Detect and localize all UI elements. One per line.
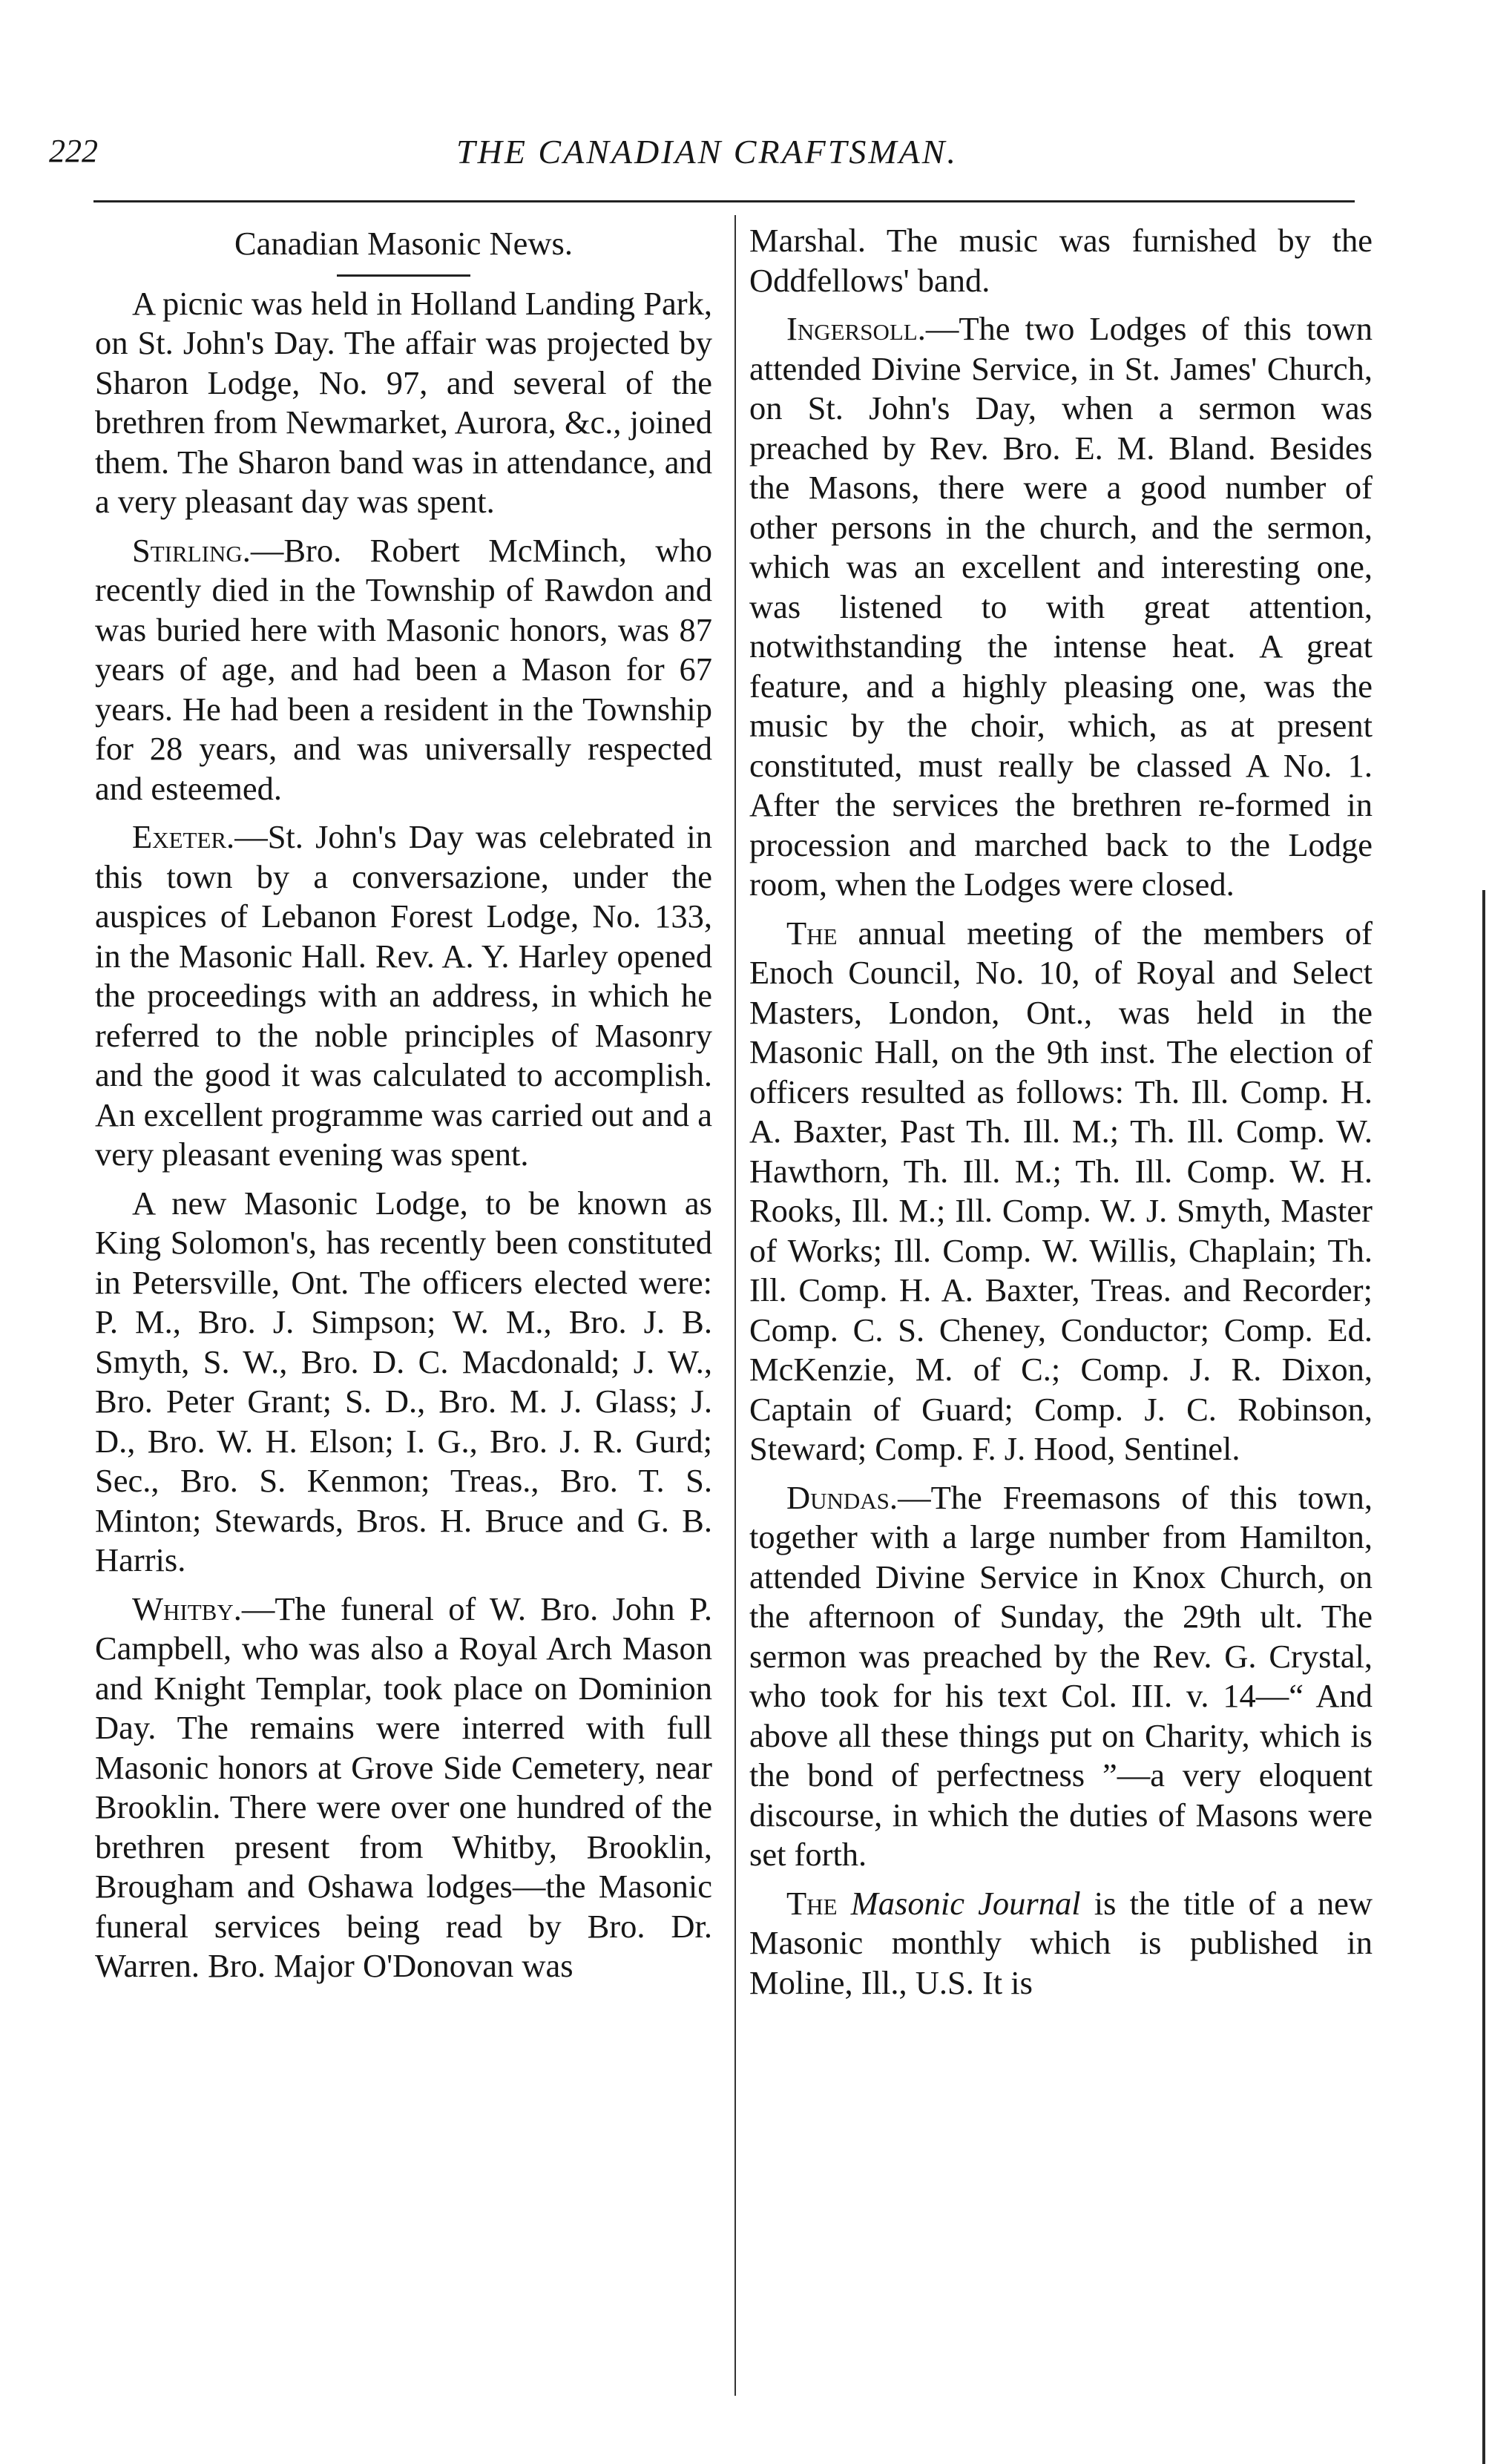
article-stirling: Stirling.—Bro. Robert McMinch, who recently died in the Township of Rawdon and was buried here with Masonic honors, was 87 years of age, and had been a Mason for 67 years. He had been a resident in the Township for 28 years, and was universally respected and esteemed. (95, 531, 712, 807)
article-lead: Ingersoll. (786, 310, 926, 347)
section-title: Canadian Masonic News. (234, 225, 573, 262)
article-enoch-council: The annual meeting of the members of Enoch Council, No. 10, of Royal and Select Masters, London, Ont., was held in the Masonic Hall, on the 9th inst. The election of officers resulted as follows: Th. Ill. Comp. H. A. Baxter, Past Th. Ill. M.; Th. Ill. Comp. W. Hawthorn, Th. Ill. M.; Th. Ill. Comp. W. H. Rooks, Ill. M.; Ill. Comp. W. J. Smyth, Master of Works; Ill. Comp. W. Willis, Chaplain; Th. Ill. Comp. H. A. Baxter, Treas. and Recorder; Comp. C. S. Cheney, Conductor; Comp. Ed. McKenzie, M. of C.; Comp. J. R. Dixon, Captain of Guard; Comp. J. C. Robinson, Steward; Comp. F. J. Hood, Sentinel. (749, 914, 1373, 1467)
article-holland-landing: A picnic was held in Holland Landing Park, on St. John's Day. The affair was projected by Sharon Lodge, No. 97, and several of the brethren from Newmarket, Aurora, &c., joined them. The Sharon band was in attendance, and a very pleasant day was spent. (95, 284, 712, 520)
article-exeter: Exeter.—St. John's Day was celebrated in this town by a conversazione, under the auspices of Lebanon Forest Lodge, No. 133, in the Masonic Hall. Rev. A. Y. Harley opened the proceedings with an address, in which he referred to the noble principles of Masonry and the good it was calculated to accomplish. An excellent programme was carried out and a very pleasant evening was spent. (95, 818, 712, 1173)
article-whitby-continued: Marshal. The music was furnished by the Oddfellows' band. (749, 222, 1373, 299)
article-king-solomons: A new Masonic Lodge, to be known as King Solomon's, has recently been constituted in Petersville, Ont. The officers elected were: P. M., Bro. J. Simpson; W. M., Bro. J. B. Smyth, S. W., Bro. D. C. Macdonald; J. W., Bro. Peter Grant; S. D., Bro. M. J. Glass; J. D., Bro. W. H. Elson; I. G., Bro. J. R. Gurd; Sec., Bro. S. Kenmon; Treas., Bro. T. S. Minton; Stewards, Bros. H. Bruce and G. B. Harris. (95, 1184, 712, 1578)
header-rule (93, 200, 1355, 202)
right-column (749, 221, 1373, 2012)
section-title-rule (337, 274, 470, 277)
journal-title: Masonic Journal (850, 1884, 1081, 1922)
page-number: 222 (49, 133, 98, 169)
article-lead: Whitby. (132, 1590, 242, 1627)
article-whitby: Whitby.—The funeral of W. Bro. John P. Campbell, who was also a Royal Arch Mason and Knight Templar, took place on Dominion Day. The remains were interred with full Masonic honors at Grove Side Cemetery, near Brooklin. There were over one hundred of the brethren present from Whitby, Brooklin, Brougham and Oshawa lodges—the Masonic funeral services being read by Bro. Dr. Warren. Bro. Major O'Donovan was (95, 1590, 712, 1984)
article-lead: The (786, 1884, 838, 1922)
article-lead: Stirling. (132, 531, 251, 569)
margin-edge-line (1482, 890, 1485, 2464)
article-masonic-journal: The Masonic Journal is the title of a new Masonic monthly which is published in Moline, Ill., U.S. It is (749, 1884, 1373, 2001)
article-lead: Dundas. (786, 1478, 898, 1516)
article-dundas: Dundas.—The Freemasons of this town, together with a large number from Hamilton, attended Divine Service in Knox Church, on the afternoon of Sunday, the 29th ult. The sermon was preached by the Rev. G. Crystal, who took for his text Col. III. v. 14—“ And above all these things put on Charity, which is the bond of perfectness ”—a very eloquent discourse, in which the duties of Masons were set forth. (749, 1478, 1373, 1873)
left-column (95, 221, 712, 1995)
column-divider (734, 215, 736, 2396)
article-lead: The (786, 914, 838, 952)
running-title: THE CANADIAN CRAFTSMAN. (456, 133, 958, 171)
article-lead: Exeter. (132, 818, 235, 855)
article-ingersoll: Ingersoll.—The two Lodges of this town attended Divine Service, in St. James' Church, on St. John's Day, when a sermon was preached by Rev. Bro. E. M. Bland. Besides the Masons, there were a good number of other persons in the church, and the sermon, which was an excellent and interesting one, was listened to with great attention, notwithstanding the intense heat. A great feature, and a highly pleasing one, was the music by the choir, which, as at present constituted, must really be classed A No. 1. After the services the brethren re-formed in procession and marched back to the Lodge room, when the Lodges were closed. (749, 310, 1373, 903)
page-header (49, 132, 1365, 185)
